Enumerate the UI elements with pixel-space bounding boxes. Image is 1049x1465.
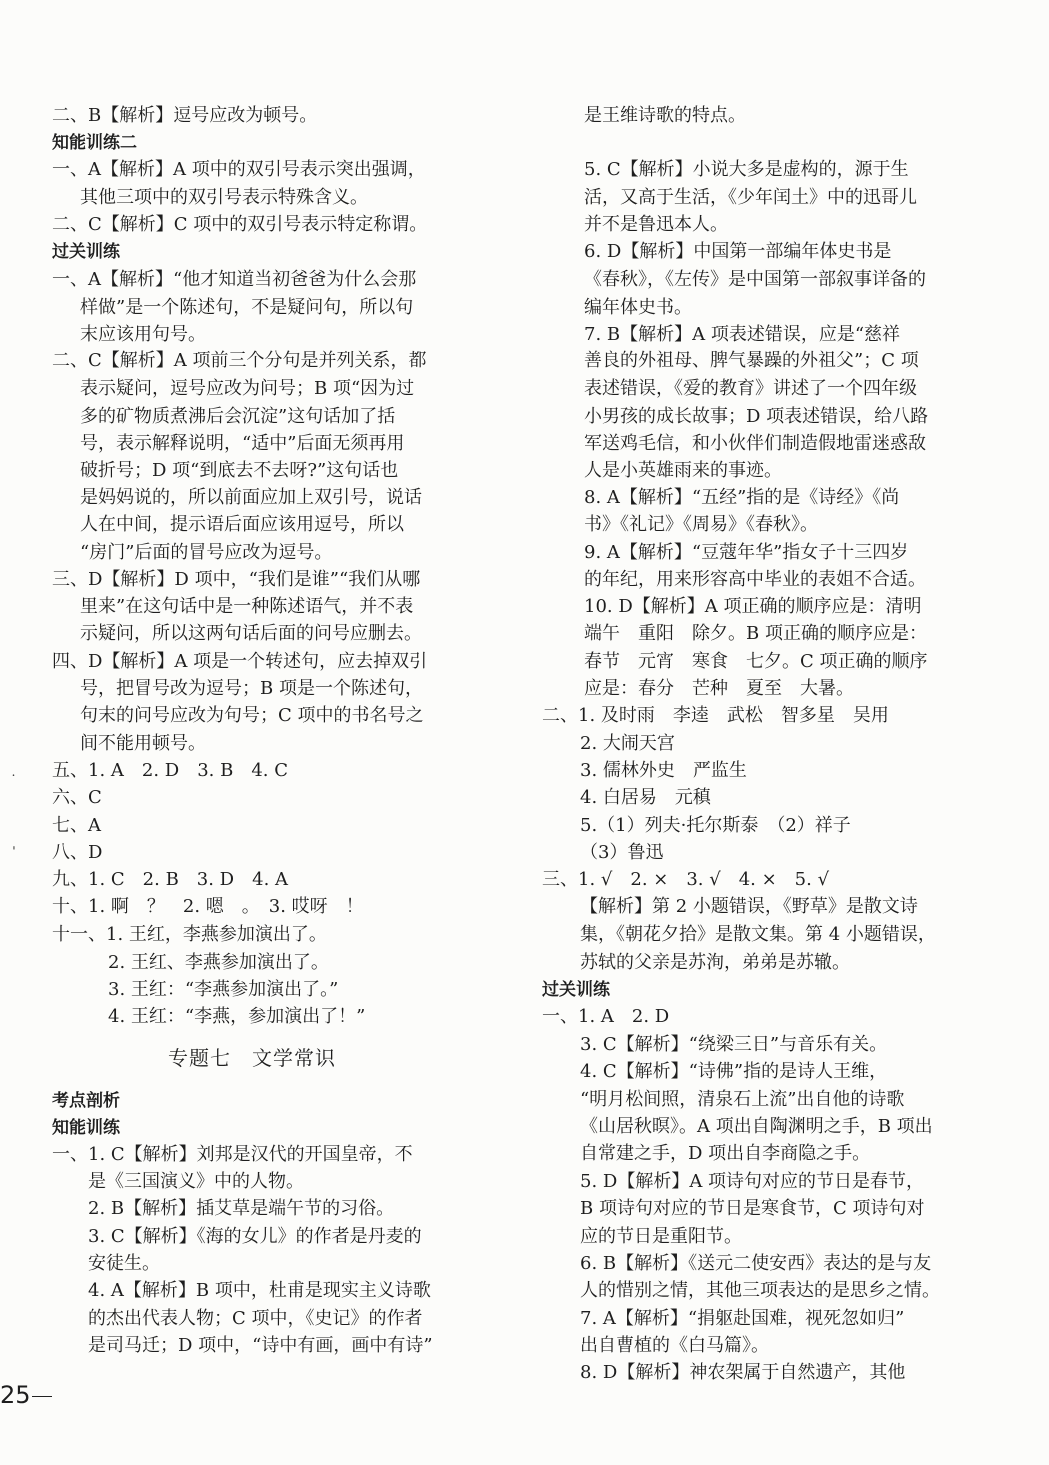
text-line: 应是：春分 芒种 夏至 大暑。	[584, 678, 854, 699]
text-line: 2. 王红、李燕参加演出了。	[108, 952, 329, 973]
text-line: 《山居秋暝》。A 项出自陶渊明之手，B 项出	[580, 1116, 933, 1137]
text-line: 5. C【解析】小说大多是虚构的，源于生	[584, 159, 909, 180]
section-title: 专题七 文学常识	[168, 1046, 336, 1070]
text-line: 7. A【解析】“捐躯赴国难，视死忽如归”	[580, 1308, 905, 1329]
page-number: 25	[0, 1381, 31, 1409]
text-line: 书》《礼记》《周易》《春秋》。	[584, 514, 818, 535]
text-line: 五、1. A 2. D 3. B 4. C	[52, 760, 289, 781]
text-line: 3. C【解析】“绕梁三日”与音乐有关。	[580, 1034, 888, 1055]
text-line: 的年纪，用来形容高中毕业的表姐不合适。	[584, 569, 926, 590]
text-line: 8. A【解析】“五经”指的是《诗经》《尚	[584, 487, 900, 508]
text-line: “明月松间照，清泉石上流”出自他的诗歌	[580, 1089, 905, 1110]
text-line: 应的节日是重阳节。	[580, 1226, 742, 1247]
text-line: 9. A【解析】“豆蔻年华”指女子十三四岁	[584, 542, 909, 563]
text-line: 4. C【解析】“诗佛”指的是诗人王维，	[580, 1061, 888, 1082]
text-line: 二、1. 及时雨 李逵 武松 智多星 吴用	[542, 705, 889, 726]
text-line: 三、1. √ 2. × 3. √ 4. × 5. √	[542, 869, 830, 890]
text-line: 【解析】第 2 小题错误，《野草》是散文诗	[580, 896, 918, 917]
text-line: 人在中间，提示语后面应该用逗号，所以	[80, 514, 404, 535]
text-line: 多的矿物质煮沸后会沉淀”这句话加了括	[80, 406, 396, 427]
text-line: 十、1. 啊 ？ 2. 嗯 。 3. 哎呀 ！	[52, 896, 364, 917]
text-line: 里来”在这句话中是一种陈述语气，并不表	[80, 596, 414, 617]
text-line: 表述错误，《爱的教育》讲述了一个四年级	[584, 378, 917, 399]
text-line: 句末的问号应改为句号；C 项中的书名号之	[80, 705, 424, 726]
text-line: 的杰出代表人物；C 项中，《史记》的作者	[88, 1308, 423, 1329]
text-line: 6. B【解析】《送元二使安西》表达的是与友	[580, 1253, 932, 1274]
text-line: 5. D【解析】A 项诗句对应的节日是春节，	[580, 1171, 925, 1192]
text-line: 编年体史书。	[584, 297, 692, 318]
section-heading: 知能训练	[52, 1118, 120, 1138]
text-line: 一、A【解析】A 项中的双引号表示突出强调，	[52, 159, 426, 180]
section-heading: 考点剖析	[52, 1091, 120, 1111]
text-line: 2. B【解析】插艾草是端午节的习俗。	[88, 1198, 395, 1219]
text-line: 一、1. A 2. D	[542, 1006, 670, 1027]
text-line: 人是小英雄雨来的事迹。	[584, 460, 782, 481]
text-line: 号，把冒号改为逗号；B 项是一个陈述句，	[80, 678, 423, 699]
text-line: 三、D【解析】D 项中，“我们是谁”“我们从哪	[52, 569, 421, 590]
text-line: 军送鸡毛信，和小伙伴们制造假地雷迷惑敌	[584, 433, 926, 454]
text-line: 人的惜别之情，其他三项表达的是思乡之情。	[580, 1280, 940, 1301]
section-heading: 过关训练	[52, 242, 120, 262]
text-line: “房门”后面的冒号应改为逗号。	[80, 542, 333, 563]
text-line: 6. D【解析】中国第一部编年体史书是	[584, 241, 892, 262]
text-line: 二、C【解析】C 项中的双引号表示特定称谓。	[52, 214, 428, 235]
text-line: 是妈妈说的，所以前面应加上双引号，说话	[80, 487, 422, 508]
text-line: 安徒生。	[88, 1253, 160, 1274]
text-line: 4. 王红：“李燕，参加演出了！”	[108, 1006, 366, 1027]
text-line: 七、A	[52, 815, 101, 836]
text-line: 2. 大闹天宫	[580, 733, 675, 754]
text-line: 九、1. C 2. B 3. D 4. A	[52, 869, 289, 890]
text-line: （3）鲁迅	[580, 842, 664, 863]
text-line: 《春秋》，《左传》是中国第一部叙事详备的	[584, 269, 926, 290]
text-line: 十一、1. 王红，李燕参加演出了。	[52, 924, 327, 945]
text-line: 活，又高于生活，《少年闰土》中的迅哥儿	[584, 187, 917, 208]
text-line: 春节 元宵 寒食 七夕。C 项正确的顺序	[584, 651, 928, 672]
text-line: 5.（1）列夫·托尔斯泰 （2）祥子	[580, 815, 851, 836]
text-line: 二、C【解析】A 项前三个分句是并列关系，都	[52, 350, 427, 371]
text-line: 3. 儒林外史 严监生	[580, 760, 747, 781]
text-line: 善良的外祖母、脾气暴躁的外祖父”；C 项	[584, 350, 919, 371]
text-line: 示疑问，所以这两句话后面的问号应删去。	[80, 623, 422, 644]
text-line: 二、B【解析】逗号应改为顿号。	[52, 105, 318, 126]
section-heading: 过关训练	[542, 980, 610, 1000]
text-line: 是王维诗歌的特点。	[584, 105, 746, 126]
text-line: 4. 白居易 元稹	[580, 787, 711, 808]
text-line: 4. A【解析】B 项中，杜甫是现实主义诗歌	[88, 1280, 431, 1301]
text-line: 自常建之手，D 项出自李商隐之手。	[580, 1143, 871, 1164]
text-line: 苏轼的父亲是苏洵，弟弟是苏辙。	[580, 952, 850, 973]
text-line: 号，表示解释说明，“适中”后面无须再用	[80, 433, 405, 454]
text-line: 样做”是一个陈述句，不是疑问句，所以句	[80, 297, 414, 318]
text-line: 8. D【解析】神农架属于自然遗产，其他	[580, 1362, 906, 1383]
text-line: 端午 重阳 除夕。B 项正确的顺序应是：	[584, 623, 927, 644]
text-line: 3. C【解析】《海的女儿》的作者是丹麦的	[88, 1226, 422, 1247]
text-line: B 项诗句对应的节日是寒食节，C 项诗句对	[580, 1198, 925, 1219]
text-line: 其他三项中的双引号表示特殊含义。	[80, 187, 368, 208]
page-number-dash	[32, 1396, 52, 1397]
text-line: 末应该用句号。	[80, 324, 206, 345]
margin-mark: ˙	[10, 773, 17, 789]
text-line: 10. D【解析】A 项正确的顺序应是：清明	[584, 596, 922, 617]
section-heading: 知能训练二	[52, 133, 137, 153]
text-line: 是司马迁；D 项中，“诗中有画，画中有诗”	[88, 1335, 433, 1356]
text-line: 7. B【解析】A 项表述错误，应是“慈祥	[584, 324, 901, 345]
text-line: 集，《朝花夕拾》是散文集。第 4 小题错误，	[580, 924, 936, 945]
text-line: 六、C	[52, 787, 102, 808]
text-line: 小男孩的成长故事；D 项表述错误，给八路	[584, 406, 929, 427]
text-line: 并不是鲁迅本人。	[584, 214, 728, 235]
text-line: 是《三国演义》中的人物。	[88, 1171, 304, 1192]
margin-mark: ˈ	[12, 845, 16, 861]
text-line: 一、A【解析】“他才知道当初爸爸为什么会那	[52, 269, 417, 290]
text-line: 八、D	[52, 842, 103, 863]
text-line: 3. 王红：“李燕参加演出了。”	[108, 979, 339, 1000]
text-line: 四、D【解析】A 项是一个转述句，应去掉双引	[52, 651, 428, 672]
text-line: 一、1. C【解析】刘邦是汉代的开国皇帝，不	[52, 1144, 413, 1165]
text-line: 间不能用顿号。	[80, 733, 206, 754]
text-line: 表示疑问，逗号应改为问号；B 项“因为过	[80, 378, 415, 399]
text-line: 出自曹植的《白马篇》。	[580, 1335, 769, 1356]
text-line: 破折号；D 项“到底去不去呀?”这句话也	[80, 460, 399, 481]
